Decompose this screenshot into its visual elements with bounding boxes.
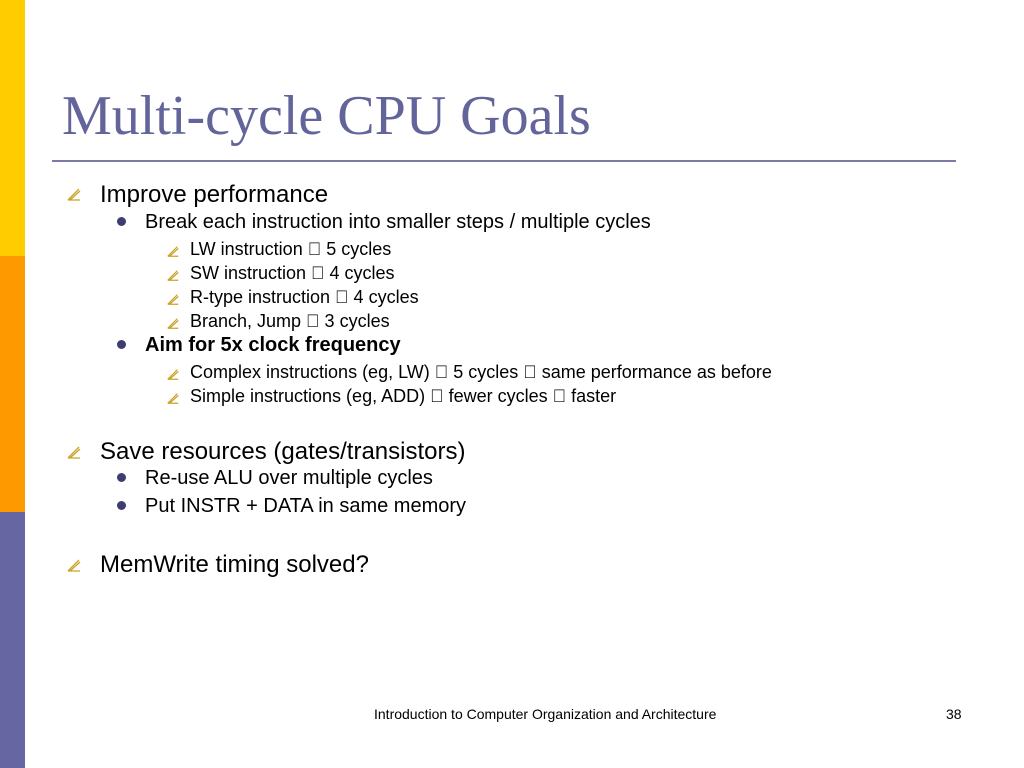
bullet-aim-5x-clock: Aim for 5x clock frequency [145, 334, 401, 356]
pen-marker-icon [66, 186, 82, 202]
footer-course-title: Introduction to Computer Organization and Architecture [374, 706, 717, 722]
bullet-simple-instructions: Simple instructions (eg, ADD) fewer cycles faster [190, 386, 580, 406]
bullet-dot-icon [117, 501, 126, 510]
bullet-instr-data-memory: Put INSTR + DATA in same memory [145, 495, 467, 517]
pen-marker-icon [166, 268, 180, 282]
bullet-complex-instructions: Complex instructions (eg, LW) 5 cycles same performance as before [190, 362, 735, 382]
bullet-lw-cycles: LW instruction 5 cycles [190, 239, 373, 259]
bullet-dot-icon [117, 473, 126, 482]
bullet-reuse-alu: Re-use ALU over multiple cycles [145, 467, 433, 489]
pen-marker-icon [166, 316, 180, 330]
bullet-dot-icon [117, 217, 126, 226]
pen-marker-icon [166, 292, 180, 306]
bullet-break-instruction: Break each instruction into smaller steps / multiple cycles [145, 211, 651, 233]
bullet-branch-jump-cycles: Branch, Jump 3 cycles [190, 311, 372, 331]
bullet-memwrite-timing: MemWrite timing solved? [100, 551, 369, 578]
pen-marker-icon [66, 557, 82, 573]
footer-page-number: 38 [946, 706, 962, 722]
side-bar-purple [0, 512, 25, 768]
title-divider [52, 160, 956, 162]
pen-marker-icon [66, 444, 82, 460]
bullet-sw-cycles: SW instruction 4 cycles [190, 263, 377, 283]
side-bar-yellow [0, 0, 25, 256]
pen-marker-icon [166, 391, 180, 405]
bullet-rtype-cycles: R-type instruction 4 cycles [190, 287, 401, 307]
bullet-improve-performance: Improve performance [100, 181, 329, 208]
bullet-save-resources: Save resources (gates/transistors) [100, 438, 466, 465]
pen-marker-icon [166, 367, 180, 381]
slide-title: Multi-cycle CPU Goals [62, 85, 591, 147]
side-bar-orange [0, 256, 25, 512]
bullet-dot-icon [117, 340, 126, 349]
pen-marker-icon [166, 244, 180, 258]
